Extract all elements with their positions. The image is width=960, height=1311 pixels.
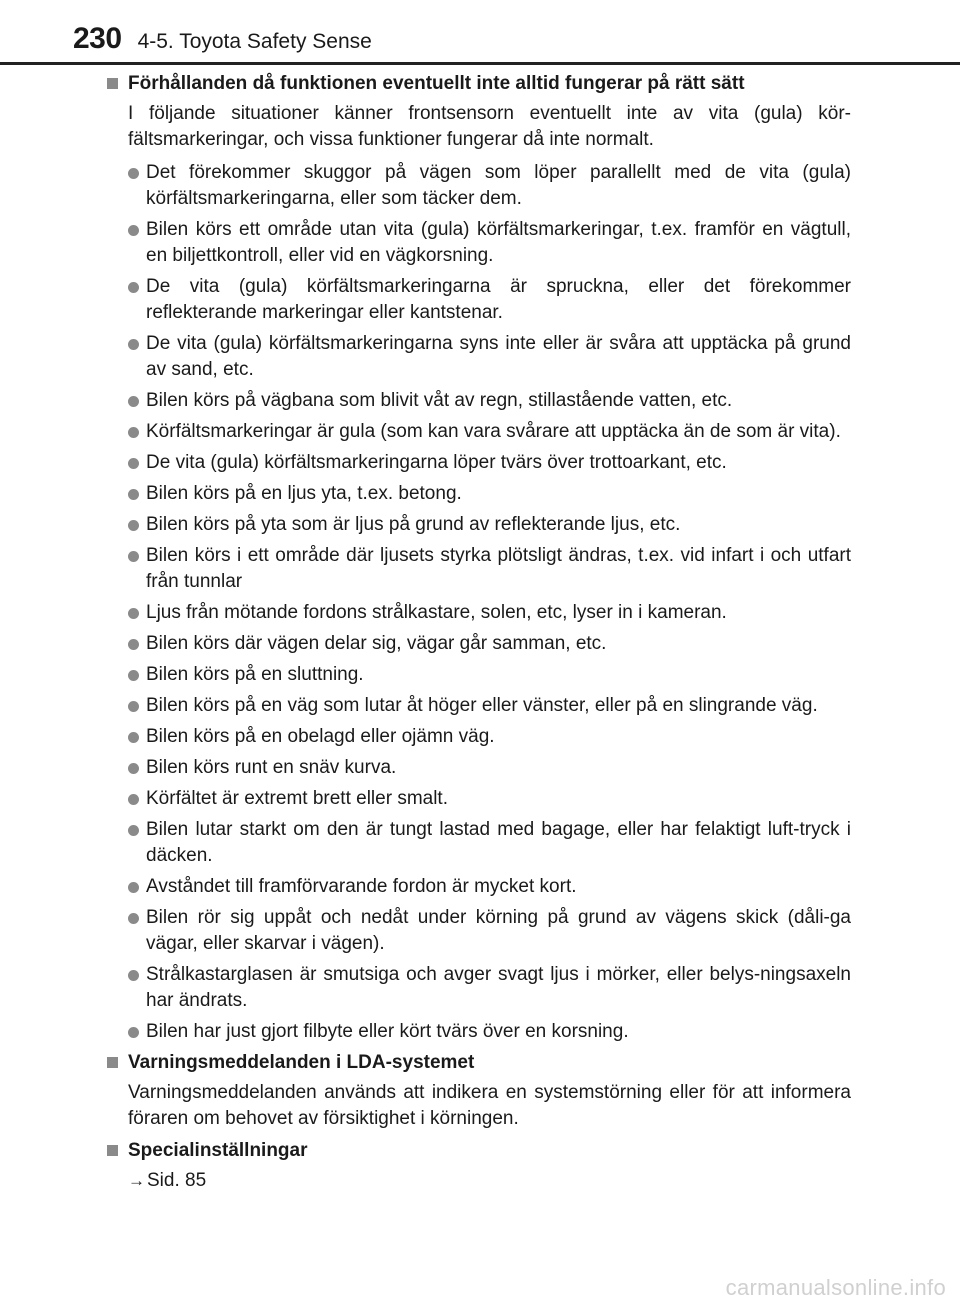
list-item-text: Strålkastarglasen är smutsiga och avger svagt ljus i mörker, eller belys-ningsaxeln har ändrats.: [146, 964, 851, 1011]
list-item-text: Bilen körs på yta som är ljus på grund av reflekterande ljus, etc.: [146, 514, 681, 535]
list-item: [128, 631, 851, 657]
list-item: [128, 481, 851, 507]
list-item-text: Körfältet är extremt brett eller smalt.: [146, 788, 448, 809]
list-item: [128, 331, 851, 383]
square-bullet-icon: [107, 78, 118, 89]
list-item-text: Körfältsmarkeringar är gula (som kan vara svårare att upptäcka än de som är vita).: [146, 421, 841, 442]
circle-bullet-icon: [128, 339, 139, 350]
page-reference-text: Sid. 85: [147, 1170, 207, 1191]
circle-bullet-icon: [128, 701, 139, 712]
list-item: [128, 662, 851, 688]
section-intro: I följande situationer känner frontsensorn eventuellt inte av vita (gula) kör-fältsmarkeringar, och vissa funktioner fungerar då inte normalt.: [128, 103, 851, 150]
section-heading-text: Specialinställningar: [128, 1140, 308, 1161]
circle-bullet-icon: [128, 670, 139, 681]
list-item-text: Avståndet till framförvarande fordon är mycket kort.: [146, 876, 577, 897]
list-item-text: Bilen körs på en sluttning.: [146, 664, 364, 685]
circle-bullet-icon: [128, 551, 139, 562]
list-item-text: Bilen körs på vägbana som blivit våt av regn, stillastående vatten, etc.: [146, 390, 733, 411]
circle-bullet-icon: [128, 282, 139, 293]
list-item-text: Ljus från mötande fordons strålkastare, solen, etc, lyser in i kameran.: [146, 602, 727, 623]
circle-bullet-icon: [128, 489, 139, 500]
conditions-list: [128, 160, 851, 1045]
circle-bullet-icon: [128, 458, 139, 469]
circle-bullet-icon: [128, 225, 139, 236]
list-item-text: Bilen körs på en ljus yta, t.ex. betong.: [146, 483, 462, 504]
section-heading-warnings: [107, 1051, 851, 1075]
section-heading-text: Varningsmeddelanden i LDA-systemet: [128, 1052, 475, 1073]
list-item: [128, 512, 851, 538]
list-item: [128, 274, 851, 326]
warnings-text: Varningsmeddelanden används att indikera en systemstörning eller för att informera föraren om behovet av försiktighet i körningen.: [128, 1082, 851, 1129]
circle-bullet-icon: [128, 639, 139, 650]
circle-bullet-icon: [128, 794, 139, 805]
circle-bullet-icon: [128, 1027, 139, 1038]
circle-bullet-icon: [128, 608, 139, 619]
circle-bullet-icon: [128, 970, 139, 981]
list-item: [128, 817, 851, 869]
list-item: [128, 874, 851, 900]
circle-bullet-icon: [128, 396, 139, 407]
list-item: [128, 755, 851, 781]
section-heading-conditions: [107, 72, 851, 96]
list-item: [128, 1019, 851, 1045]
list-item: [128, 543, 851, 595]
header-divider: [0, 62, 960, 65]
list-item: [128, 450, 851, 476]
list-item-text: Bilen körs på en väg som lutar åt höger eller vänster, eller på en slingrande väg.: [146, 695, 818, 716]
list-item-text: De vita (gula) körfältsmarkeringarna är spruckna, eller det förekommer reflekterande markeringar eller kantstenar.: [146, 276, 851, 323]
list-item: [128, 724, 851, 750]
circle-bullet-icon: [128, 913, 139, 924]
circle-bullet-icon: [128, 520, 139, 531]
list-item: [128, 388, 851, 414]
page-header: [73, 22, 372, 62]
list-item: [128, 217, 851, 269]
list-item-text: Bilen körs i ett område där ljusets styrka plötsligt ändras, t.ex. vid infart i och utfart från tunnlar: [146, 545, 851, 592]
circle-bullet-icon: [128, 732, 139, 743]
list-item-text: Det förekommer skuggor på vägen som löper parallellt med de vita (gula) körfältsmarkeringarna, eller som täcker dem.: [146, 162, 851, 209]
list-item-text: De vita (gula) körfältsmarkeringarna syns inte eller är svåra att upptäcka på grund av sand, etc.: [146, 333, 851, 380]
section-heading-text: Förhållanden då funktionen eventuellt inte alltid fungerar på rätt sätt: [128, 73, 745, 94]
page-content: [107, 72, 851, 1194]
list-item-text: Bilen lutar starkt om den är tungt lastad med bagage, eller har felaktigt luft-tryck i däcken.: [146, 819, 851, 866]
square-bullet-icon: [107, 1057, 118, 1068]
list-item-text: De vita (gula) körfältsmarkeringarna löper tvärs över trottoarkant, etc.: [146, 452, 727, 473]
list-item-text: Bilen körs på en obelagd eller ojämn väg.: [146, 726, 495, 747]
list-item: [128, 693, 851, 719]
list-item-text: Bilen rör sig uppåt och nedåt under körning på grund av vägens skick (dåli-ga vägar, eller skarvar i vägen).: [146, 907, 851, 954]
list-item: [128, 962, 851, 1014]
list-item-text: Bilen körs runt en snäv kurva.: [146, 757, 397, 778]
circle-bullet-icon: [128, 427, 139, 438]
circle-bullet-icon: [128, 825, 139, 836]
section-heading-settings: [107, 1139, 851, 1163]
list-item-text: Bilen körs ett område utan vita (gula) körfältsmarkeringar, t.ex. framför en vägtull, en biljettkontroll, eller vid en vägkorsning.: [146, 219, 851, 266]
watermark: carmanualsonline.info: [725, 1275, 946, 1300]
list-item-text: Bilen har just gjort filbyte eller kört tvärs över en korsning.: [146, 1021, 629, 1042]
list-item: [128, 160, 851, 212]
page-reference-link[interactable]: [128, 1168, 851, 1194]
square-bullet-icon: [107, 1145, 118, 1156]
chapter-title: 4-5. Toyota Safety Sense: [137, 30, 372, 53]
list-item-text: Bilen körs där vägen delar sig, vägar går samman, etc.: [146, 633, 607, 654]
circle-bullet-icon: [128, 168, 139, 179]
arrow-right-icon: →: [128, 1171, 145, 1190]
list-item: [128, 905, 851, 957]
circle-bullet-icon: [128, 882, 139, 893]
page-number: 230: [73, 22, 122, 55]
list-item: [128, 419, 851, 445]
list-item: [128, 600, 851, 626]
circle-bullet-icon: [128, 763, 139, 774]
list-item: [128, 786, 851, 812]
